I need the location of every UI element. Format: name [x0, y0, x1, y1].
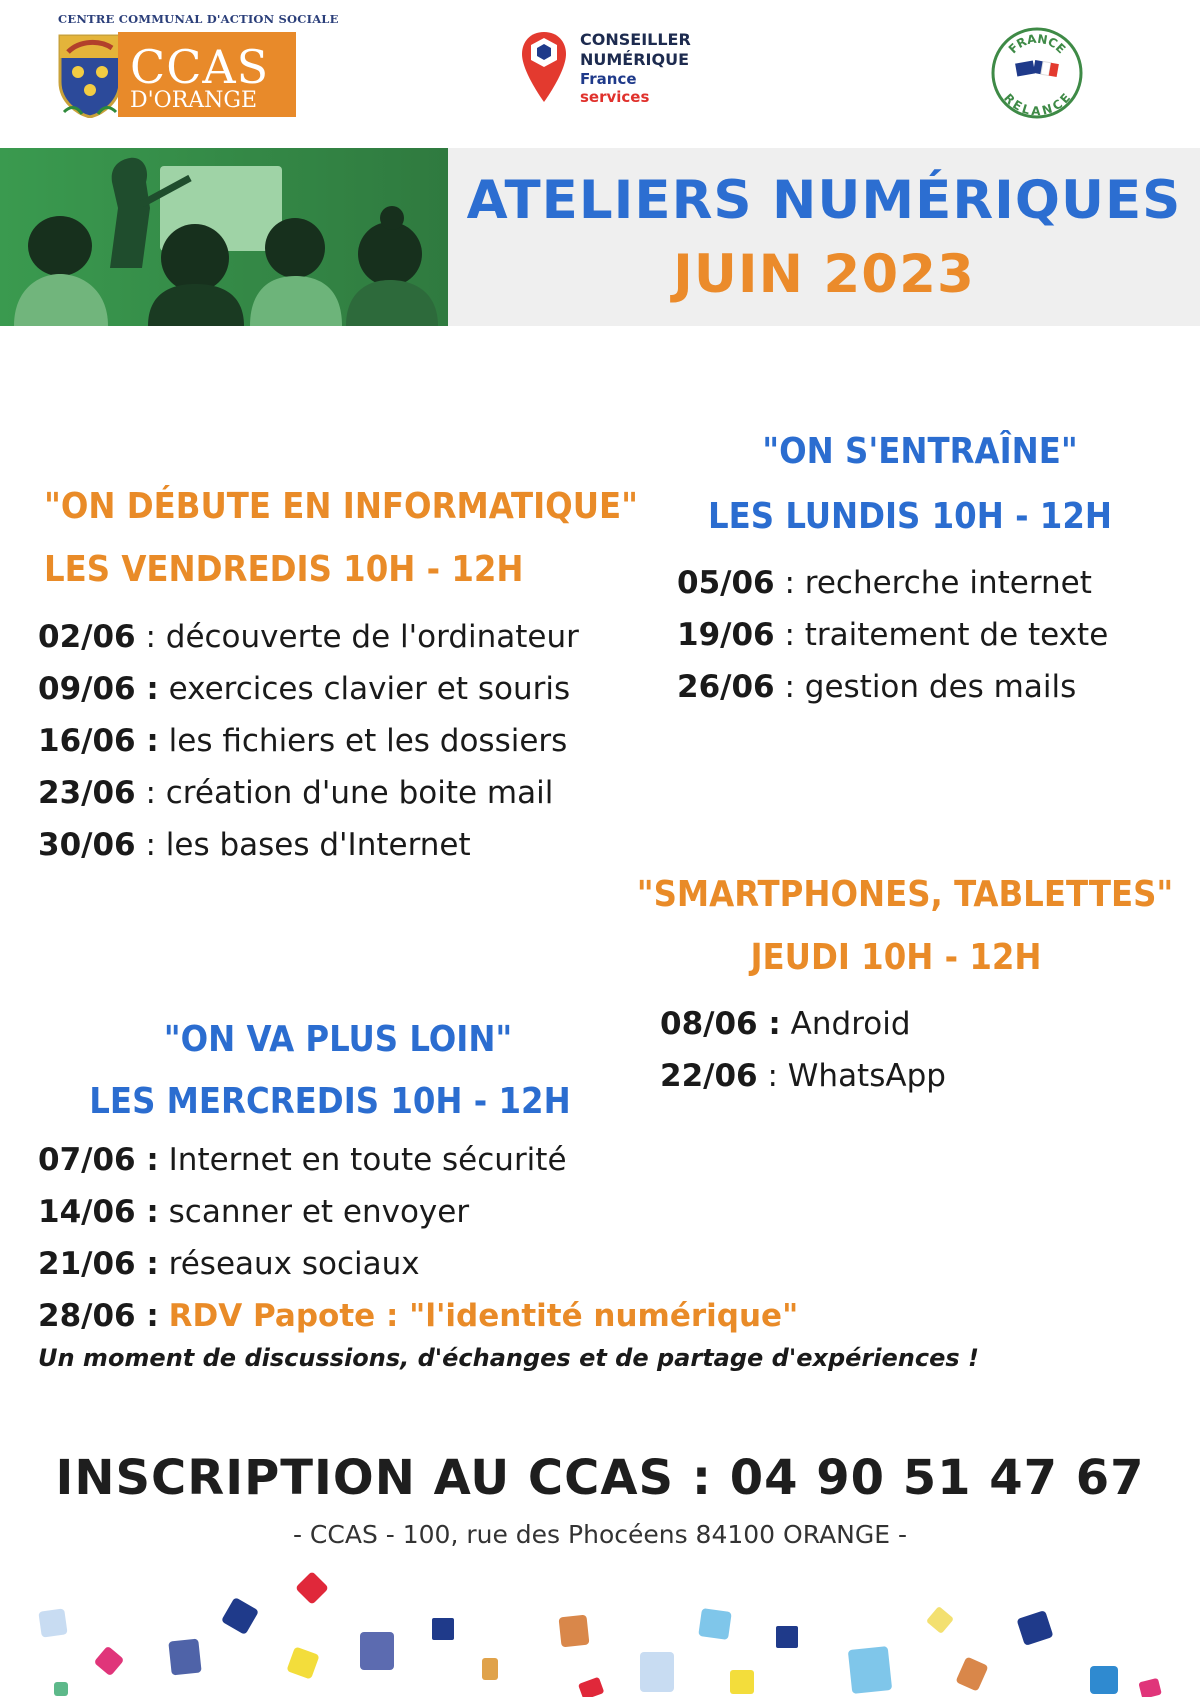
conseiller-line3: France — [580, 70, 637, 88]
session-date: 07/06 : — [38, 1142, 159, 1178]
relance-top-text: FRANCE — [1005, 31, 1069, 57]
session-sep: : — [135, 775, 166, 811]
session-sep: : — [757, 1058, 788, 1094]
session-row — [38, 663, 579, 715]
workshop-plus-loin-schedule: LES MERCREDIS 10H - 12H — [89, 1081, 571, 1122]
session-date: 16/06 : — [38, 723, 159, 759]
session-date: 21/06 : — [38, 1246, 159, 1282]
session-row — [677, 661, 1108, 713]
workshop-debute-title: "ON DÉBUTE EN INFORMATIQUE" — [44, 486, 638, 527]
session-sep — [159, 671, 169, 707]
workshop-plus-loin-sessions — [38, 1134, 798, 1342]
papote-note: Un moment de discussions, d'échanges et de partage d'expériences ! — [38, 1344, 979, 1372]
confetti-decoration — [0, 1570, 1200, 1697]
session-sep — [159, 1194, 169, 1230]
session-row — [677, 609, 1108, 661]
ccas-logo — [48, 8, 339, 118]
page-subtitle-month: JUIN 2023 — [673, 244, 975, 305]
workshop-entraine-schedule: LES LUNDIS 10H - 12H — [708, 496, 1112, 537]
session-topic: découverte de l'ordinateur — [165, 619, 579, 655]
session-topic: les bases d'Internet — [165, 827, 471, 863]
session-sep: : — [774, 617, 805, 653]
workshop-entraine-title: "ON S'ENTRAÎNE" — [762, 431, 1078, 472]
session-row — [38, 819, 579, 871]
session-topic: exercices clavier et souris — [168, 671, 571, 707]
workshop-smartphones-title: "SMARTPHONES, TABLETTES" — [636, 874, 1174, 915]
session-topic: traitement de texte — [804, 617, 1109, 653]
session-sep — [159, 723, 169, 759]
france-relance-logo — [990, 26, 1084, 120]
session-date: 19/06 — [677, 617, 775, 653]
conseiller-line4: services — [580, 88, 650, 106]
ccas-name: CCAS — [130, 40, 270, 94]
session-date: 26/06 — [677, 669, 775, 705]
session-date: 22/06 — [660, 1058, 758, 1094]
workshop-plus-loin-title: "ON VA PLUS LOIN" — [163, 1019, 513, 1060]
session-topic: création d'une boite mail — [165, 775, 554, 811]
map-pin-icon — [520, 30, 568, 106]
coat-of-arms-icon — [58, 34, 122, 118]
session-topic: réseaux sociaux — [168, 1246, 420, 1282]
conseiller-numerique-logo — [520, 28, 720, 108]
session-row — [38, 1186, 798, 1238]
relance-bottom-text: RELANCE — [1001, 90, 1074, 119]
page-title: ATELIERS NUMÉRIQUES — [466, 170, 1182, 231]
session-row — [38, 1290, 798, 1342]
session-sep — [159, 1246, 169, 1282]
session-row — [38, 1134, 798, 1186]
session-topic-papote: RDV Papote : "l'identité numérique" — [168, 1298, 799, 1334]
session-date: 30/06 — [38, 827, 136, 863]
session-date: 09/06 : — [38, 671, 159, 707]
session-date: 14/06 : — [38, 1194, 159, 1230]
session-sep — [781, 1006, 791, 1042]
workshop-debute-sessions — [38, 611, 579, 871]
inscription-phone: INSCRIPTION AU CCAS : 04 90 51 47 67 — [55, 1450, 1145, 1506]
session-sep: : — [135, 827, 166, 863]
session-sep: : — [774, 669, 805, 705]
session-topic: recherche internet — [804, 565, 1092, 601]
confetti-pieces — [38, 1571, 1162, 1697]
session-sep — [159, 1298, 169, 1334]
workshop-debute-schedule: LES VENDREDIS 10H - 12H — [44, 549, 524, 590]
session-date: 02/06 — [38, 619, 136, 655]
session-row — [38, 715, 579, 767]
session-sep: : — [774, 565, 805, 601]
session-sep: : — [135, 619, 166, 655]
session-topic: les fichiers et les dossiers — [168, 723, 568, 759]
session-date: 08/06 : — [660, 1006, 781, 1042]
ccas-city: D'ORANGE — [130, 88, 258, 113]
workshop-smartphones-schedule: JEUDI 10H - 12H — [750, 937, 1042, 978]
session-date: 23/06 — [38, 775, 136, 811]
session-topic: Android — [790, 1006, 911, 1042]
session-row — [38, 767, 579, 819]
session-sep — [159, 1142, 169, 1178]
session-date: 28/06 : — [38, 1298, 159, 1334]
workshop-smartphones-sessions — [660, 998, 946, 1102]
session-date: 05/06 — [677, 565, 775, 601]
session-topic: Internet en toute sécurité — [168, 1142, 567, 1178]
conseiller-line1: CONSEILLER — [580, 30, 691, 49]
session-row — [38, 1238, 798, 1290]
session-topic: WhatsApp — [787, 1058, 946, 1094]
conseiller-line2: NUMÉRIQUE — [580, 50, 690, 69]
session-topic: scanner et envoyer — [168, 1194, 470, 1230]
address: - CCAS - 100, rue des Phocéens 84100 ORANGE - — [292, 1520, 908, 1549]
workshop-entraine-sessions — [677, 557, 1108, 713]
classroom-illustration — [0, 148, 448, 326]
session-topic: gestion des mails — [804, 669, 1077, 705]
banner-title-panel — [448, 148, 1200, 326]
session-row — [38, 611, 579, 663]
session-row — [660, 1050, 946, 1102]
session-row — [677, 557, 1108, 609]
ccas-top-line: CENTRE COMMUNAL D'ACTION SOCIALE — [58, 12, 339, 26]
session-row — [660, 998, 946, 1050]
